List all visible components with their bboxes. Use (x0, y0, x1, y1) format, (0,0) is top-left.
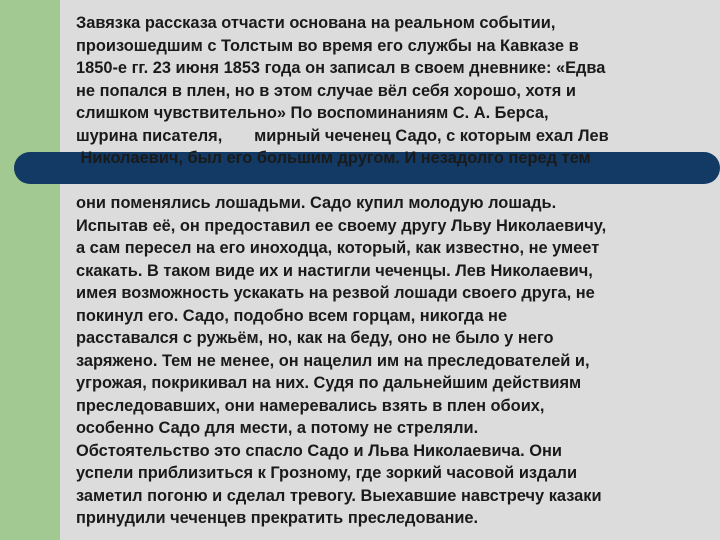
text-line: они поменялись лошадьми. Садо купил молодую лошадь. (76, 194, 557, 212)
story-paragraph (76, 12, 716, 530)
text-line: Николаевич, был его большим другом. И незадолго перед тем (76, 149, 591, 167)
green-side-strip (0, 0, 60, 540)
text-line: расставался с ружьём, но, как на беду, оно не было у него (76, 329, 554, 347)
text-line: шурина писателя, мирный чеченец Садо, с которым ехал Лев (76, 126, 609, 145)
text-line: произошедшим с Толстым во время его службы на Кавказе в (76, 36, 579, 55)
text-line: угрожая, покрикивал на них. Судя по дальнейшим действиям (76, 374, 582, 392)
text-line: не попался в плен, но в этом случае вёл себя хорошо, хотя и (76, 81, 576, 100)
text-line: успели приблизиться к Грозному, где зоркий часовой издали (76, 464, 578, 482)
text-line: преследовавших, они намеревались взять в плен обоих, (76, 396, 545, 415)
text-line: Завязка рассказа отчасти основана на реальном событии, (76, 14, 556, 32)
text-line: заряжено. Тем не менее, он нацелил им на преследователей и, (76, 351, 590, 370)
text-line: скакать. В таком виде их и настигли чеченцы. Лев Николаевич, (76, 261, 593, 280)
text-line: имея возможность ускакать на резвой лошади своего друга, не (76, 284, 595, 302)
text-line: принудили чеченцев прекратить преследование. (76, 509, 479, 527)
blank-line (76, 170, 716, 193)
text-line: Обстоятельство это спасло Садо и Льва Николаевича. Они (76, 441, 562, 460)
text-line: особенно Садо для мести, а потому не стреляли. (76, 419, 479, 437)
text-line: слишком чувствительно» По воспоминаниям С. А. Берса, (76, 104, 549, 122)
text-line: покинул его. Садо, подобно всем горцам, никогда не (76, 306, 508, 325)
text-line: а сам пересел на его иноходца, который, как известно, не умеет (76, 239, 600, 257)
text-line: Испытав её, он предоставил ее своему другу Льву Николаевичу, (76, 216, 607, 235)
text-line: 1850-е гг. 23 июня 1853 года он записал в своем дневнике: «Едва (76, 59, 606, 77)
text-line: заметил погоню и сделал тревогу. Выехавшие навстречу казаки (76, 486, 602, 505)
